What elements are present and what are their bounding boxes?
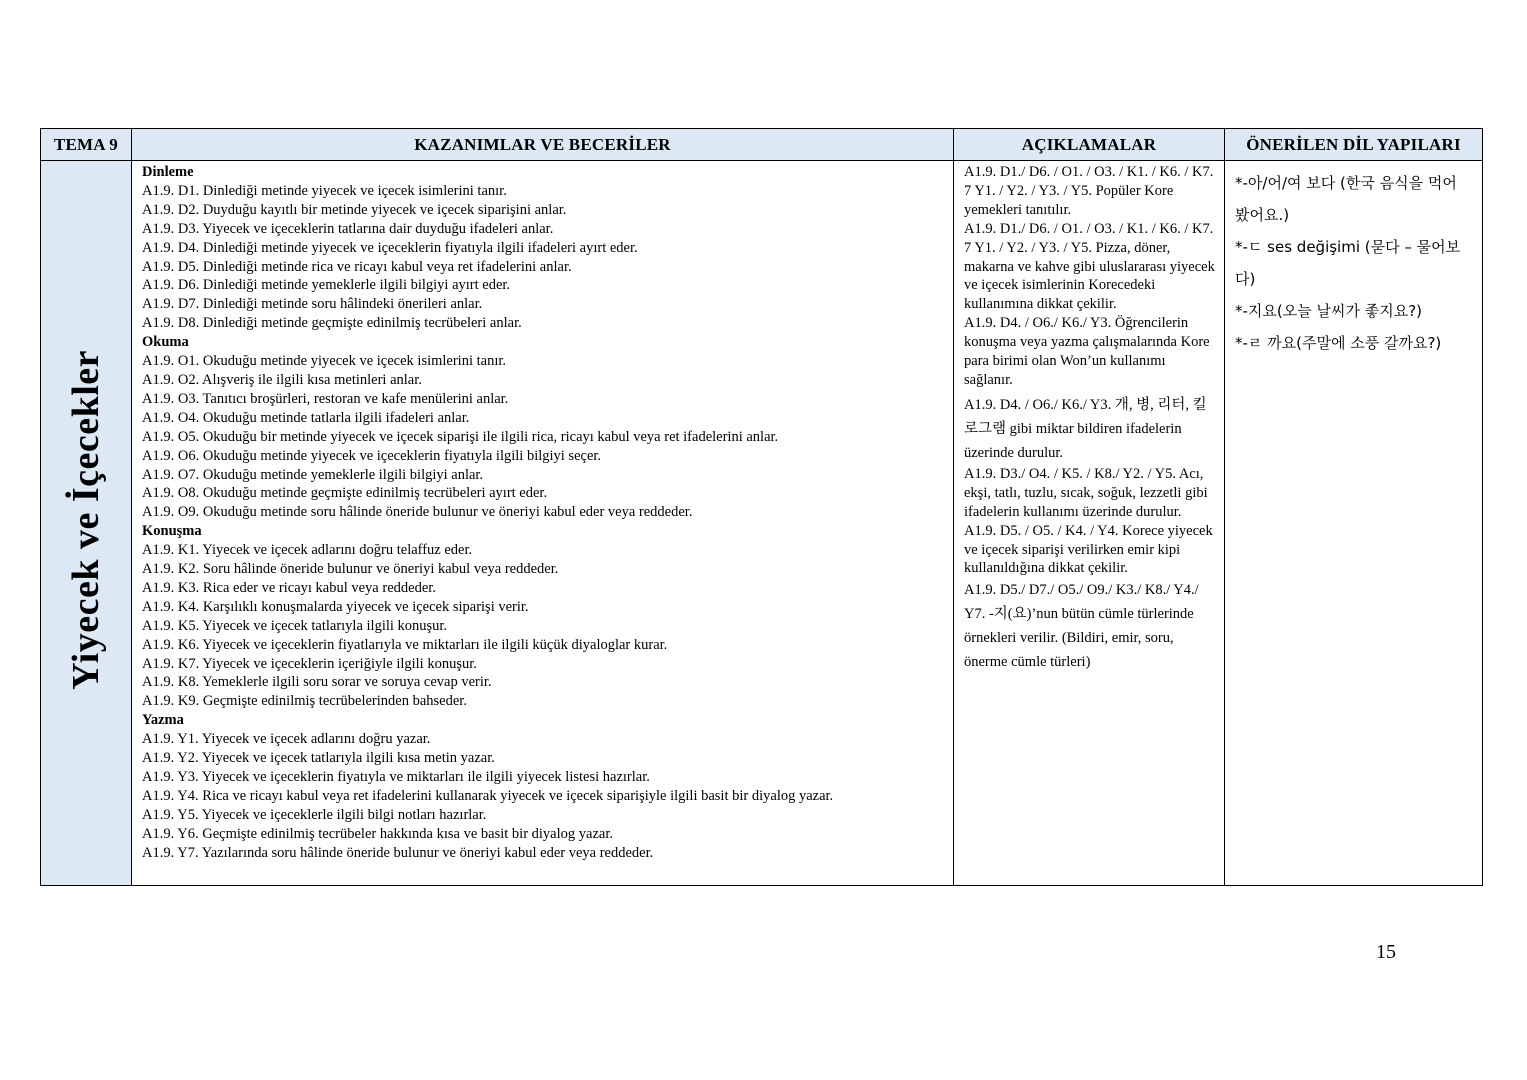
- outcome-item: A1.9. Y5. Yiyecek ve içeceklerle ilgili bilgi notları hazırlar.: [142, 806, 487, 823]
- structure-item: *-ㄷ ses değişimi (묻다 – 물어보다): [1235, 238, 1461, 288]
- outcome-item: A1.9. D3. Yiyecek ve içeceklerin tatlarına dair duyduğu ifadeleri anlar.: [142, 220, 554, 237]
- outcome-item: A1.9. O3. Tanıtıcı broşürleri, restoran ve kafe menülerini anlar.: [142, 390, 509, 407]
- outcome-item: A1.9. Y4. Rica ve ricayı kabul veya ret ifadelerini kullanarak yiyecek ve içecek siparişiyle ilgili basit bir diyalog yazar.: [142, 787, 834, 804]
- outcome-item: A1.9. O2. Alışveriş ile ilgili kısa metinleri anlar.: [142, 371, 422, 388]
- section-title-konusma: Konuşma: [142, 523, 202, 540]
- kazanimlar-cell: [132, 161, 954, 886]
- outcome-item: A1.9. Y1. Yiyecek ve içecek adlarını doğru yazar.: [142, 731, 431, 748]
- outcome-item: A1.9. D7. Dinlediği metinde soru hâlindeki önerileri anlar.: [142, 296, 483, 313]
- section-title-yazma: Yazma: [142, 712, 184, 729]
- page-number: 15: [1376, 941, 1396, 963]
- explanation-item: A1.9. D5. / O5. / K4. / Y4. Korece yiyecek ve içecek siparişi verilirken emir kipi kullanıldığına dikkat çekilir.: [964, 522, 1213, 577]
- oneriler-cell: [1225, 161, 1483, 886]
- outcome-item: A1.9. O4. Okuduğu metinde tatlarla ilgili ifadeleri anlar.: [142, 409, 470, 426]
- outcome-item: A1.9. D1. Dinlediği metinde yiyecek ve içecek isimlerini tanır.: [142, 182, 507, 199]
- outcome-item: A1.9. Y2. Yiyecek ve içecek tatlarıyla ilgili kısa metin yazar.: [142, 750, 495, 767]
- header-row: [41, 129, 1483, 161]
- explanation-item: A1.9. D1./ D6. / O1. / O3. / K1. / K6. / K7. 7 Y1. / Y2. / Y3. / Y5. Popüler Kore yemekleri tanıtılır.: [964, 164, 1214, 218]
- section-title-dinleme: Dinleme: [142, 164, 194, 180]
- outcome-item: A1.9. K1. Yiyecek ve içecek adlarını doğru telaffuz eder.: [142, 542, 473, 559]
- outcome-item: A1.9. Y3. Yiyecek ve içeceklerin fiyatıyla ve miktarları ile ilgili yiyecek listesi hazırlar.: [142, 769, 650, 785]
- outcome-item: A1.9. O6. Okuduğu metinde yiyecek ve içeceklerin fiyatıyla ilgili bilgiyi seçer.: [142, 447, 602, 464]
- outcome-item: A1.9. O7. Okuduğu metinde yemeklerle ilgili bilgiyi anlar.: [142, 466, 484, 483]
- outcome-item: A1.9. D8. Dinlediği metinde geçmişte edinilmiş tecrübeleri anlar.: [142, 315, 522, 332]
- content-row: [41, 161, 1483, 886]
- structure-item: *-아/어/여 보다 (한국 음식을 먹어 봤어요.): [1235, 174, 1457, 224]
- explanation-item: A1.9. D4. / O6./ K6./ Y3. 개, 병, 리터, 킬로그램 gibi miktar bildiren ifadelerin üzerinde durulur.: [964, 396, 1207, 461]
- outcome-item: A1.9. K8. Yemeklerle ilgili soru sorar ve soruya cevap verir.: [142, 674, 492, 691]
- outcome-item: A1.9. O5. Okuduğu bir metinde yiyecek ve içecek siparişi ile ilgili rica, ricayı kabul veya ret ifadelerini anlar.: [142, 428, 779, 445]
- explanation-item: A1.9. D4. / O6./ K6./ Y3. Öğrencilerin konuşma veya yazma çalışmalarında Kore para birimi olan Won’un kullanımı sağlanır.: [964, 315, 1210, 388]
- outcome-item: A1.9. K3. Rica eder ve ricayı kabul veya reddeder.: [142, 579, 436, 596]
- outcome-item: A1.9. K5. Yiyecek ve içecek tatlarıyla ilgili konuşur.: [142, 617, 448, 634]
- outcome-item: A1.9. K7. Yiyecek ve içeceklerin içeriğiyle ilgili konuşur.: [142, 655, 477, 672]
- outcome-item: A1.9. Y6. Geçmişte edinilmiş tecrübeler hakkında kısa ve basit bir diyalog yazar.: [142, 825, 613, 842]
- header-aciklamalar: AÇIKLAMALAR: [954, 129, 1225, 161]
- outcome-item: A1.9. Y7. Yazılarında soru hâlinde öneride bulunur ve öneriyi kabul eder veya reddeder.: [142, 844, 654, 861]
- structure-item: *-ㄹ 까요(주말에 소풍 갈까요?): [1235, 334, 1442, 352]
- explanation-item: A1.9. D5./ D7./ O5./ O9./ K3./ K8./ Y4./ Y7. -지(요)’nun bütün cümle türlerinde örnekleri verilir. (Bildiri, emir, soru, önerme cümle türleri): [964, 582, 1199, 671]
- outcome-item: A1.9. O9. Okuduğu metinde soru hâlinde öneride bulunur ve öneriyi kabul eder veya reddeder.: [142, 504, 693, 521]
- outcome-item: A1.9. K9. Geçmişte edinilmiş tecrübelerinden bahseder.: [142, 693, 467, 710]
- header-theme: TEMA 9: [41, 129, 132, 161]
- outcome-item: A1.9. D4. Dinlediği metinde yiyecek ve içeceklerin fiyatıyla ilgili ifadeleri ayırt eder.: [142, 239, 638, 256]
- outcome-item: A1.9. D6. Dinlediği metinde yemeklerle ilgili bilgiyi ayırt eder.: [142, 277, 511, 294]
- explanation-item: A1.9. D1./ D6. / O1. / O3. / K1. / K6. / K7. 7 Y1. / Y2. / Y3. / Y5. Pizza, döner, makarna ve kahve gibi uluslararası yiyecek ve içecek isimlerinin Korecedeki kullanımına dikkat çekilir.: [964, 220, 1215, 313]
- outcome-item: A1.9. D2. Duyduğu kayıtlı bir metinde yiyecek ve içecek siparişini anlar.: [142, 201, 567, 218]
- header-oneriler: ÖNERİLEN DİL YAPILARI: [1225, 129, 1483, 161]
- explanation-item: A1.9. D3./ O4. / K5. / K8./ Y2. / Y5. Acı, ekşi, tatlı, tuzlu, sıcak, soğuk, lezzetli gibi ifadelerin kullanımı üzerinde durulur.: [964, 465, 1208, 520]
- structure-item: *-지요(오늘 날씨가 좋지요?): [1235, 302, 1423, 320]
- outcome-item: A1.9. K6. Yiyecek ve içeceklerin fiyatlarıyla ve miktarları ile ilgili küçük diyaloglar kurar.: [142, 636, 668, 653]
- outcome-item: A1.9. O1. Okuduğu metinde yiyecek ve içecek isimlerini tanır.: [142, 353, 507, 370]
- theme-title: Yiyecek ve İçecekler: [65, 350, 107, 691]
- outcome-item: A1.9. O8. Okuduğu metinde geçmişte edinilmiş tecrübeleri ayırt eder.: [142, 485, 548, 502]
- header-kazanimlar: KAZANIMLAR VE BECERİLER: [132, 129, 954, 161]
- outcome-item: A1.9. K4. Karşılıklı konuşmalarda yiyecek ve içecek siparişi verir.: [142, 598, 529, 615]
- theme-cell: [41, 161, 132, 886]
- curriculum-table: [40, 128, 1483, 886]
- aciklamalar-cell: [954, 161, 1225, 886]
- section-title-okuma: Okuma: [142, 334, 189, 351]
- outcome-item: A1.9. K2. Soru hâlinde öneride bulunur ve öneriyi kabul veya reddeder.: [142, 561, 559, 578]
- outcome-item: A1.9. D5. Dinlediği metinde rica ve ricayı kabul veya ret ifadelerini anlar.: [142, 258, 572, 275]
